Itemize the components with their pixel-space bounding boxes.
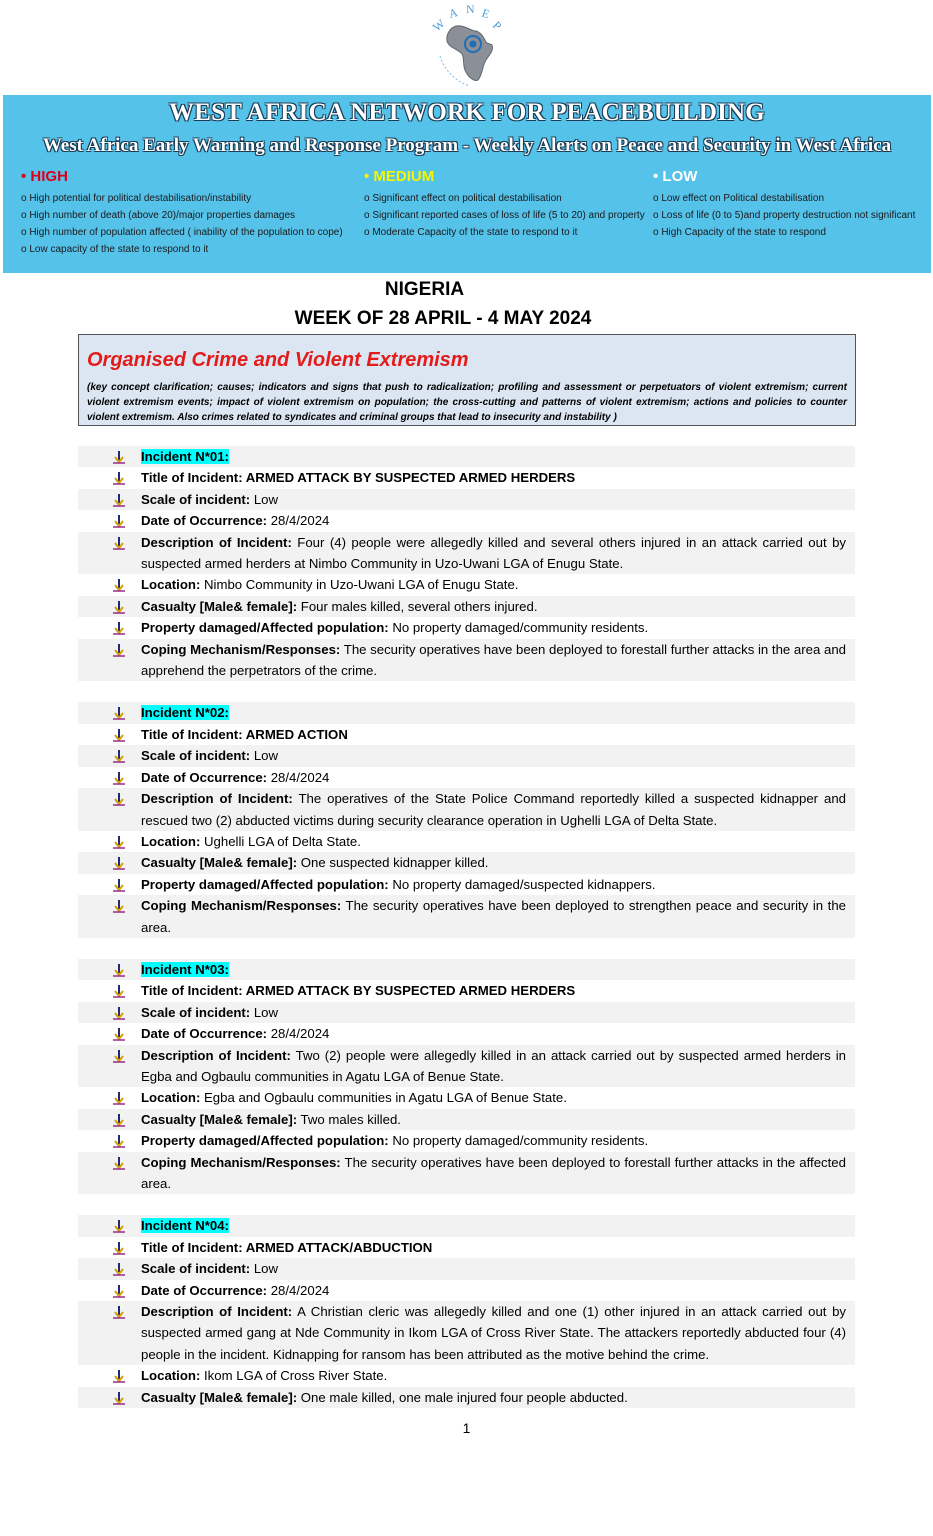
arrow-bullet-icon — [112, 855, 126, 869]
arrow-bullet-icon — [112, 791, 126, 805]
week-heading: WEEK OF 28 APRIL - 4 MAY 2024 — [294, 308, 592, 329]
field-label: Property damaged/Affected population: — [141, 620, 389, 636]
arrow-bullet-icon — [112, 748, 126, 762]
incident-field-row — [78, 788, 855, 831]
field-value: The operatives of the State Police Command reportedly killed a suspected kidnapper and rescued two (2) abducted victims during security clearance operation in Ughelli LGA of Delta State. — [141, 791, 846, 828]
level-item: o High potential for political destabilisation/instability — [21, 193, 252, 204]
incident-field-row — [78, 895, 855, 938]
level-item: o Loss of life (0 to 5)and property destruction not significant — [653, 210, 916, 221]
incident-block — [78, 1215, 855, 1408]
section-header — [78, 334, 856, 426]
incident-field-row — [78, 1109, 855, 1130]
incident-field-row — [78, 1087, 855, 1108]
arrow-bullet-icon — [112, 577, 126, 591]
arrow-bullet-icon — [112, 470, 126, 484]
incident-field-row — [78, 617, 855, 638]
svg-text:W: W — [429, 16, 448, 35]
incident-field-row — [78, 1258, 855, 1279]
level-medium — [364, 168, 645, 241]
field-label: Coping Mechanism/Responses: — [141, 898, 342, 914]
field-value: No property damaged/suspected kidnappers. — [388, 876, 656, 892]
arrow-bullet-icon — [112, 898, 126, 912]
incident-field-row — [78, 1002, 855, 1023]
field-value: Low — [250, 1261, 279, 1277]
country-heading: NIGERIA — [384, 279, 465, 300]
incident-field-row — [78, 510, 855, 531]
incident-field-row — [78, 1023, 855, 1044]
level-label: • MEDIUM — [364, 168, 435, 185]
incident-field-row — [78, 574, 855, 595]
arrow-bullet-icon — [112, 1133, 126, 1147]
field-value: Ikom LGA of Cross River State. — [200, 1368, 388, 1384]
level-item: o High number of population affected ( inability of the population to cope) — [21, 227, 343, 238]
incident-field-row — [78, 1301, 855, 1365]
field-label: Location: — [141, 1090, 201, 1106]
field-value: Egba and Ogbaulu communities in Agatu LGA of Benue State. — [200, 1090, 567, 1106]
page-number: 1 — [462, 1420, 471, 1436]
arrow-bullet-icon — [112, 727, 126, 741]
field-label: Property damaged/Affected population: — [141, 876, 389, 892]
field-label: Scale of incident: — [141, 748, 251, 764]
field-value: Low — [250, 1004, 279, 1020]
incident-block — [78, 702, 855, 937]
field-label: Title of Incident: — [141, 470, 243, 486]
level-item: o High Capacity of the state to respond — [653, 227, 826, 238]
wanep-logo-icon — [428, 4, 508, 92]
field-label: Description of Incident: — [141, 791, 293, 807]
level-low — [653, 168, 915, 241]
incident-field-row — [78, 532, 855, 575]
field-value: 28/4/2024 — [267, 1282, 330, 1298]
field-value: One suspected kidnapper killed. — [297, 855, 489, 871]
arrow-bullet-icon — [112, 620, 126, 634]
incident-field-row — [78, 639, 855, 682]
arrow-bullet-icon — [112, 535, 126, 549]
field-label: Scale of incident: — [141, 491, 251, 507]
incident-field-row — [78, 1387, 855, 1408]
field-value: 28/4/2024 — [267, 513, 330, 529]
arrow-bullet-icon — [112, 962, 126, 976]
svg-text:N: N — [466, 4, 475, 16]
incident-field-row — [78, 767, 855, 788]
incident-field-row — [78, 596, 855, 617]
field-label: Date of Occurrence: — [141, 1282, 268, 1298]
field-label: Description of Incident: — [141, 1047, 291, 1063]
field-label: Date of Occurrence: — [141, 513, 268, 529]
arrow-bullet-icon — [112, 1261, 126, 1275]
incident-number: Incident N*04: — [141, 1218, 229, 1234]
field-label: Casualty [Male& female]: — [141, 598, 298, 614]
arrow-bullet-icon — [112, 1240, 126, 1254]
arrow-bullet-icon — [112, 642, 126, 656]
field-value: The security operatives have been deployed to forestall further attacks in the area and apprehend the perpetrators of the crime. — [141, 641, 846, 679]
incident-number: Incident N*03: — [141, 961, 229, 977]
header-banner — [3, 95, 931, 273]
field-label: Title of Incident: — [141, 726, 243, 742]
level-item: o Low capacity of the state to respond to it — [21, 244, 209, 255]
incident-field-row — [78, 980, 855, 1001]
arrow-bullet-icon — [112, 1090, 126, 1104]
arrow-bullet-icon — [112, 449, 126, 463]
field-value: 28/4/2024 — [267, 1026, 330, 1042]
level-label: • LOW — [653, 168, 698, 185]
incident-block — [78, 446, 855, 681]
field-value: Nimbo Community in Uzo-Uwani LGA of Enugu State. — [200, 577, 519, 593]
field-label: Coping Mechanism/Responses: — [141, 1154, 341, 1170]
incident-block — [78, 959, 855, 1194]
arrow-bullet-icon — [112, 877, 126, 891]
svg-text:E: E — [479, 5, 492, 22]
banner-title: WEST AFRICA NETWORK FOR PEACEBUILDING — [169, 99, 765, 126]
incident-number: Incident N*01: — [141, 449, 229, 464]
section-description: (key concept clarification; causes; indicators and signs that push to radicalization; profiling and assessment or perpetuators of violent extremism; current violent extremism events; impact of violent extremism on population; the cross-cutting and patterns of violent extremism; actions and policies to counter violent extremism. Also crimes related to syndicates and criminal groups that lead to insecurity and instability ) — [87, 382, 847, 423]
field-value: No property damaged/community residents. — [388, 620, 649, 636]
field-value: The security operatives have been deployed to strengthen peace and security in the area. — [141, 898, 846, 935]
field-value: Two males killed. — [297, 1111, 401, 1127]
arrow-bullet-icon — [112, 1048, 126, 1062]
field-label: Property damaged/Affected population: — [141, 1133, 389, 1149]
field-value: ARMED ATTACK BY SUSPECTED ARMED HERDERS — [242, 470, 576, 486]
arrow-bullet-icon — [112, 705, 126, 719]
incident-field-row — [78, 1152, 855, 1195]
field-value: No property damaged/community residents. — [388, 1133, 649, 1149]
incident-number-row — [78, 1215, 855, 1236]
field-label: Date of Occurrence: — [141, 769, 268, 785]
arrow-bullet-icon — [112, 1026, 126, 1040]
incident-field-row — [78, 745, 855, 766]
arrow-bullet-icon — [112, 1155, 126, 1169]
field-label: Description of Incident: — [141, 534, 292, 550]
field-label: Location: — [141, 577, 201, 593]
incident-field-row — [78, 467, 855, 488]
arrow-bullet-icon — [112, 1304, 126, 1318]
incident-number-row — [78, 959, 855, 980]
field-value: Ughelli LGA of Delta State. — [200, 833, 361, 849]
field-value: Low — [250, 748, 279, 764]
incident-field-row — [78, 1280, 855, 1301]
incident-field-row — [78, 489, 855, 510]
level-item: o Significant reported cases of loss of life (5 to 20) and property — [364, 210, 645, 221]
incident-field-row — [78, 1237, 855, 1258]
svg-text:A: A — [447, 5, 460, 21]
incident-field-row — [78, 874, 855, 895]
field-value: A Christian cleric was allegedly killed and one (1) other injured in an attack carried out by suspected armed gang at Nde Community in Ikom LGA of Cross River State. The attackers reportedly abducted four (4) people in the incident. Kidnapping for ransom has been attributed as the motive behind the crime. — [141, 1304, 847, 1362]
incident-field-row — [78, 1365, 855, 1386]
level-item: o Significant effect on political destabilisation — [364, 193, 562, 204]
svg-text:P: P — [489, 18, 505, 33]
arrow-bullet-icon — [112, 1368, 126, 1382]
field-label: Scale of incident: — [141, 1261, 251, 1277]
field-value: One male killed, one male injured four people abducted. — [297, 1389, 628, 1405]
incident-field-row — [78, 831, 855, 852]
incident-field-row — [78, 1130, 855, 1151]
field-label: Description of Incident: — [141, 1304, 293, 1320]
arrow-bullet-icon — [112, 492, 126, 506]
arrow-bullet-icon — [112, 1005, 126, 1019]
field-label: Scale of incident: — [141, 1004, 251, 1020]
incident-field-row — [78, 1045, 855, 1088]
level-item: o High number of death (above 20)/major properties damages — [21, 210, 296, 221]
arrow-bullet-icon — [112, 1283, 126, 1297]
field-label: Casualty [Male& female]: — [141, 1111, 298, 1127]
incident-list — [78, 446, 855, 1429]
level-high — [21, 168, 343, 258]
section-title: Organised Crime and Violent Extremism — [87, 349, 469, 371]
field-value: ARMED ATTACK BY SUSPECTED ARMED HERDERS — [242, 983, 576, 999]
incident-number-row — [78, 702, 855, 723]
field-value: ARMED ACTION — [242, 726, 348, 742]
incident-number: Incident N*02: — [141, 705, 229, 721]
field-label: Coping Mechanism/Responses: — [141, 641, 341, 657]
logo-area — [0, 0, 933, 95]
arrow-bullet-icon — [112, 1112, 126, 1126]
field-label: Location: — [141, 833, 201, 849]
field-value: The security operatives have been deployed to forestall further attacks in the affected area. — [141, 1154, 846, 1191]
arrow-bullet-icon — [112, 599, 126, 613]
level-item: o Moderate Capacity of the state to respond to it — [364, 227, 578, 238]
field-label: Casualty [Male& female]: — [141, 855, 298, 871]
level-label: • HIGH — [21, 168, 68, 185]
incident-number-row — [78, 446, 855, 467]
field-value: Four males killed, several others injured. — [297, 598, 538, 614]
arrow-bullet-icon — [112, 513, 126, 527]
field-label: Location: — [141, 1368, 201, 1384]
field-value: Low — [250, 491, 279, 507]
field-value: Two (2) people were allegedly killed in an attack carried out by suspected armed herders in Egba and Ogbaulu communities in Agatu LGA of Benue State. — [141, 1047, 847, 1084]
field-value: ARMED ATTACK/ABDUCTION — [242, 1239, 433, 1255]
incident-field-row — [78, 724, 855, 745]
field-value: Four (4) people were allegedly killed and several others injured in an attack carried out by suspected armed herders at Nimbo Community in Uzo-Uwani LGA of Enugu State. — [141, 534, 847, 572]
arrow-bullet-icon — [112, 1218, 126, 1232]
arrow-bullet-icon — [112, 770, 126, 784]
banner-subtitle: West Africa Early Warning and Response Program - Weekly Alerts on Peace and Security in West Africa — [42, 135, 892, 156]
field-label: Title of Incident: — [141, 983, 243, 999]
arrow-bullet-icon — [112, 834, 126, 848]
incident-field-row — [78, 852, 855, 873]
field-label: Casualty [Male& female]: — [141, 1389, 298, 1405]
arrow-bullet-icon — [112, 1390, 126, 1404]
arrow-bullet-icon — [112, 983, 126, 997]
level-item: o Low effect on Political destabilisation — [653, 193, 825, 204]
field-label: Title of Incident: — [141, 1239, 243, 1255]
field-value: 28/4/2024 — [267, 769, 330, 785]
field-label: Date of Occurrence: — [141, 1026, 268, 1042]
